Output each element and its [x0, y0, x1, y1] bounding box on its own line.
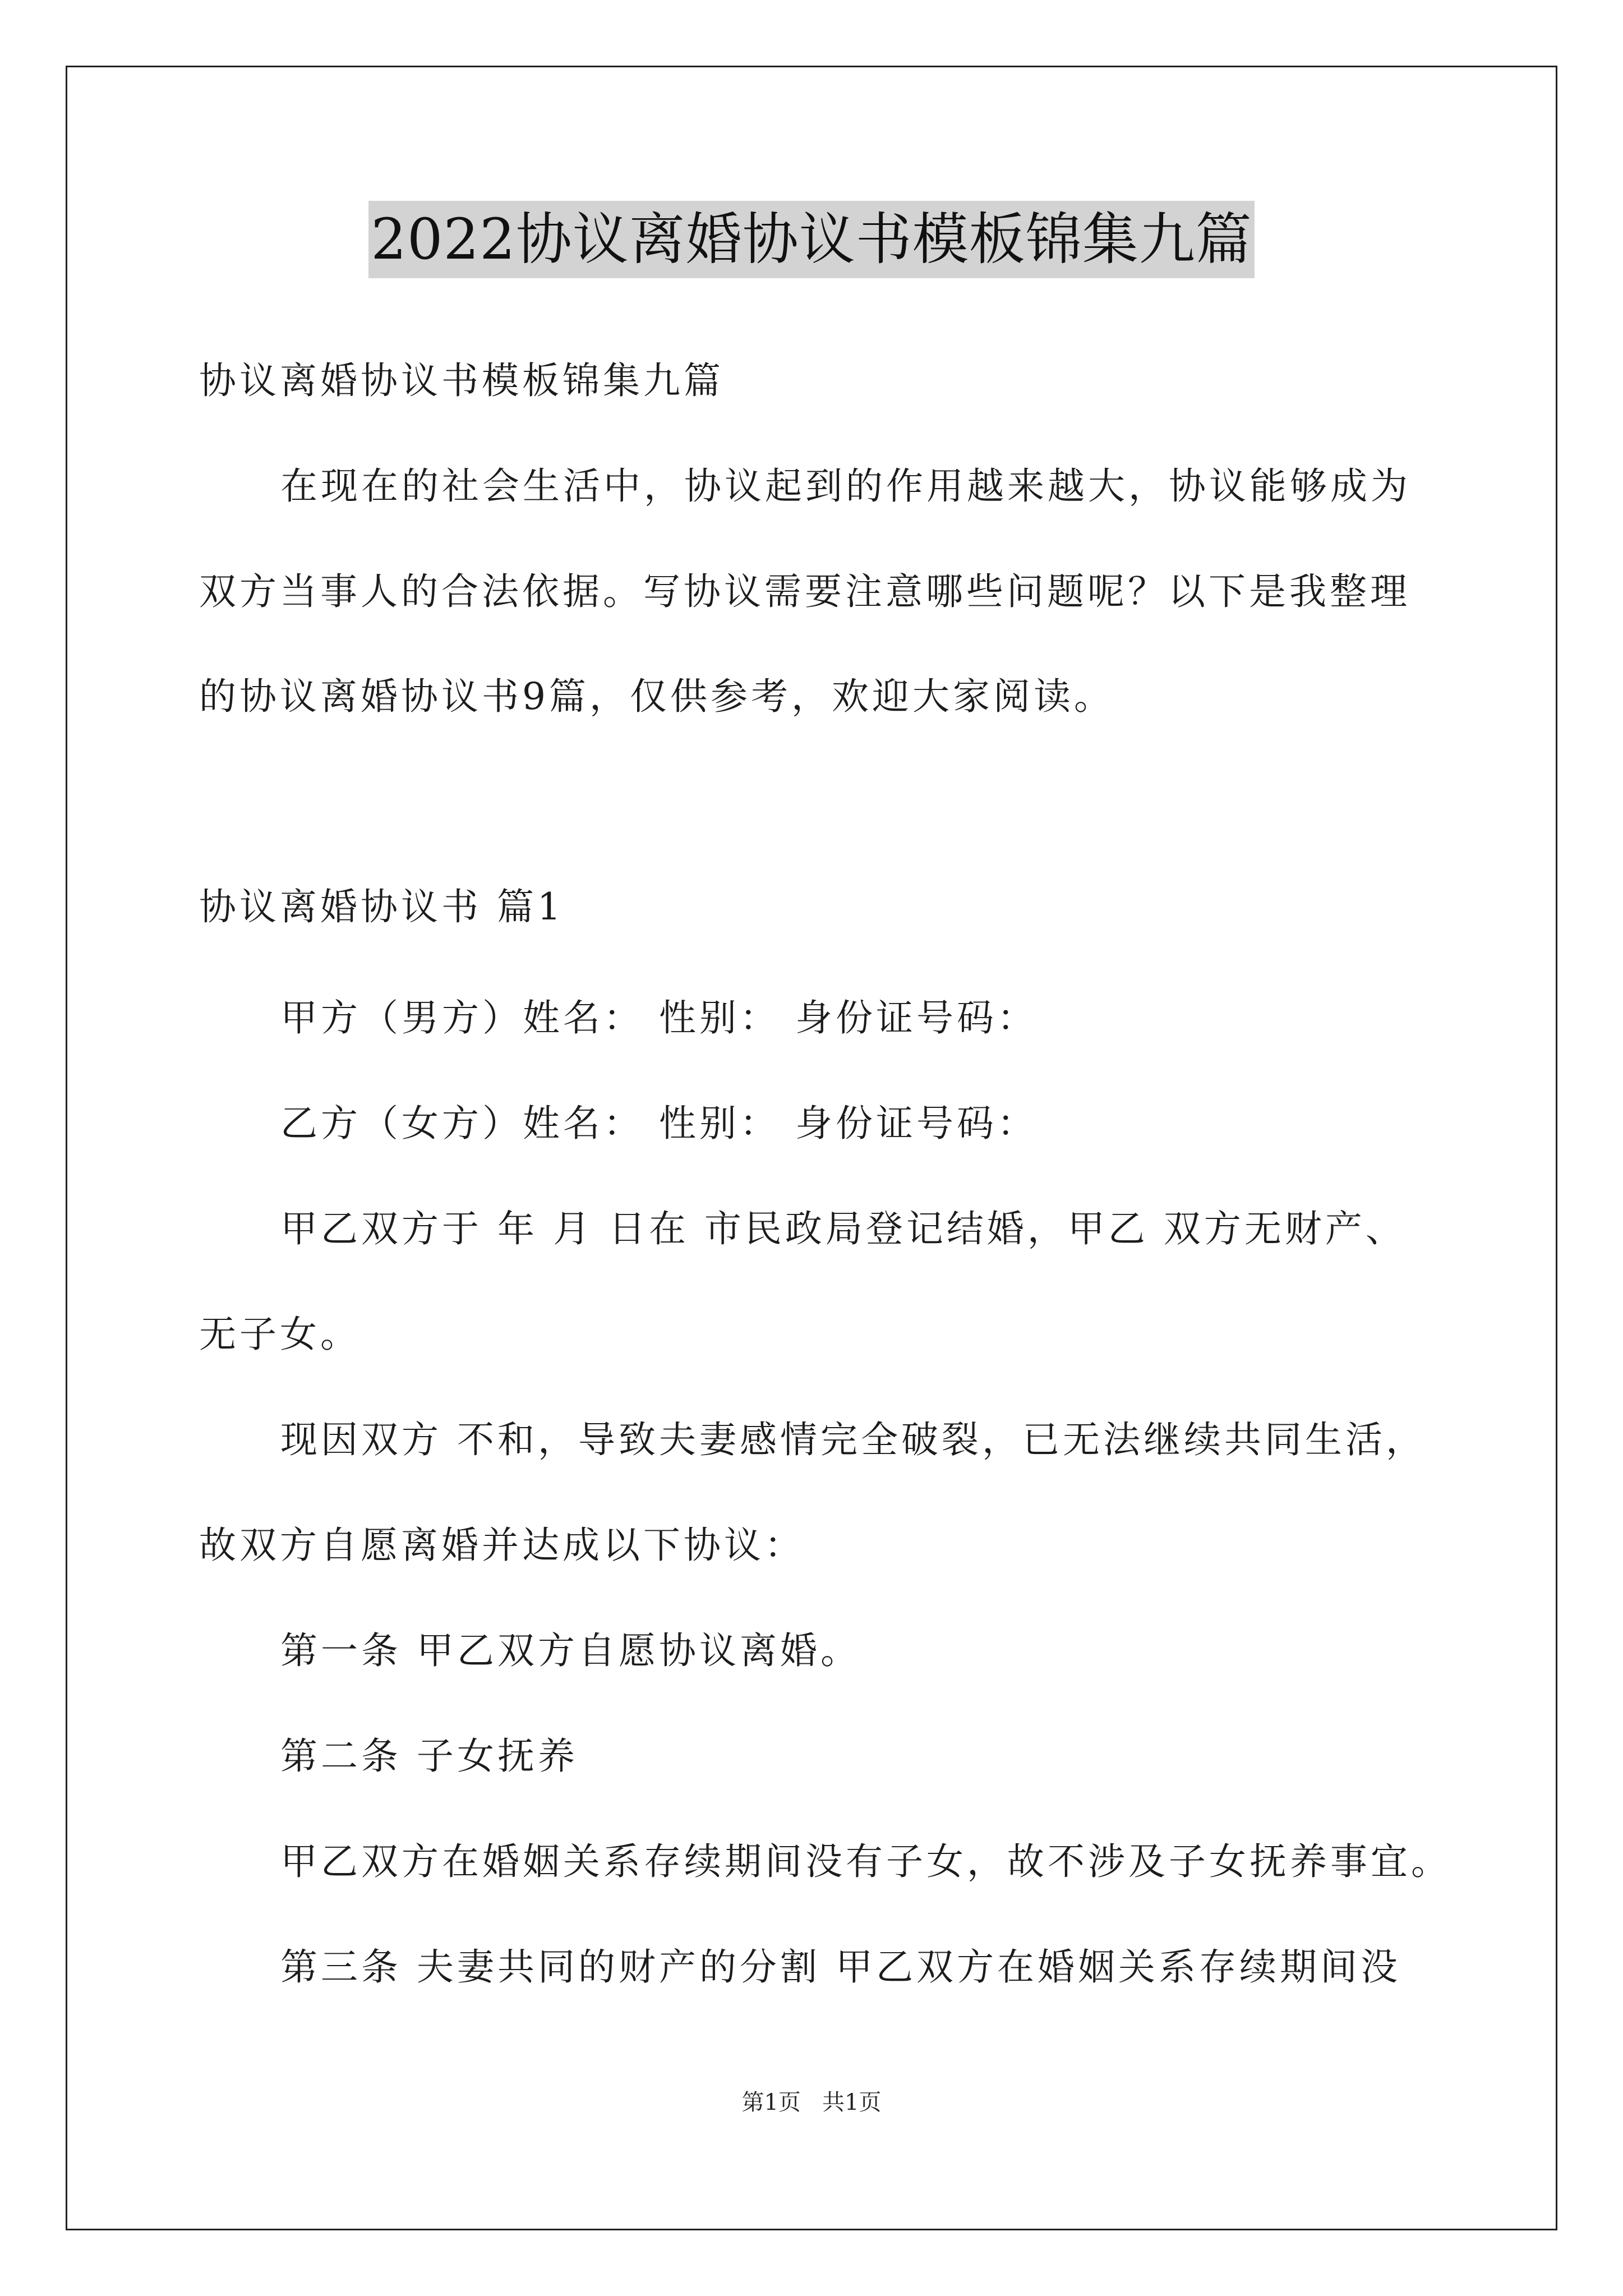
document-title: 2022协议离婚协议书模板锦集九篇	[368, 201, 1255, 278]
reason-line-2: 故双方自愿离婚并达成以下协议：	[199, 1524, 805, 1567]
article-1: 第一条 甲乙双方自愿协议离婚。	[280, 1629, 861, 1672]
marriage-line-2: 无子女。	[199, 1313, 361, 1356]
reason-line-1: 现因双方 不和，导致夫妻感情完全破裂，已无法继续共同生活，	[280, 1418, 1426, 1461]
page-footer: 第1页 共1页	[741, 2090, 882, 2115]
section-heading: 协议离婚协议书 篇1	[199, 885, 564, 928]
party-b-line: 乙方（女方）姓名： 性别： 身份证号码：	[280, 1102, 1038, 1145]
marriage-line-1: 甲乙双方于 年 月 日在 市民政局登记结婚，甲乙 双方无财产、	[280, 1207, 1406, 1250]
intro-line-2: 双方当事人的合法依据。写协议需要注意哪些问题呢？以下是我整理	[199, 570, 1410, 613]
article-3-line: 第三条 夫妻共同的财产的分割 甲乙双方在婚姻关系存续期间没	[280, 1945, 1401, 1989]
title-container	[0, 201, 1623, 278]
intro-line-3: 的协议离婚协议书9篇，仅供参考，欢迎大家阅读。	[199, 675, 1114, 718]
article-2-heading: 第二条 子女抚养	[280, 1734, 578, 1778]
intro-line-1: 在现在的社会生活中，协议起到的作用越来越大，协议能够成为	[280, 464, 1411, 508]
article-2-body: 甲乙双方在婚姻关系存续期间没有子女，故不涉及子女抚养事宜。	[280, 1840, 1451, 1883]
party-a-line: 甲方（男方）姓名： 性别： 身份证号码：	[280, 996, 1038, 1039]
subtitle: 协议离婚协议书模板锦集九篇	[199, 359, 724, 402]
